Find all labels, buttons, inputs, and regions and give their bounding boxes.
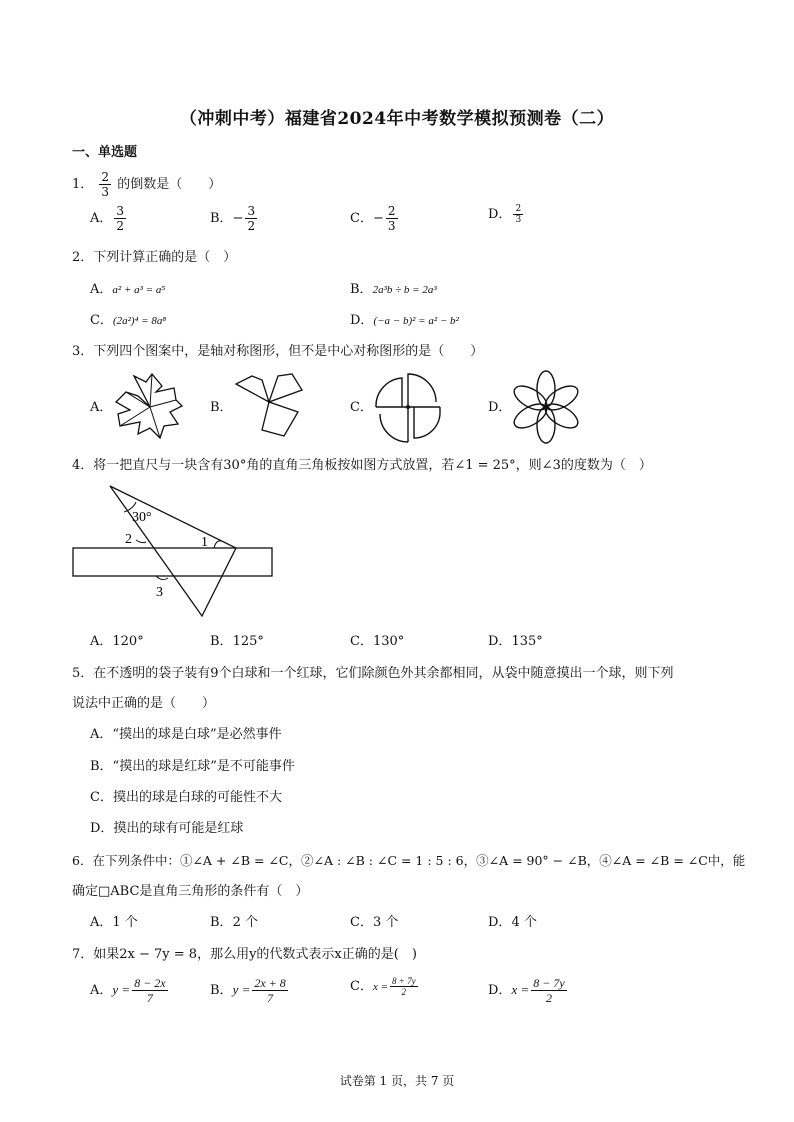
- option-a[interactable]: A．“摸出的球是白球”是必然事件: [90, 727, 282, 742]
- option-c[interactable]: C．(2a²)⁴ = 8a⁸: [90, 313, 167, 328]
- figure-a-star: [112, 372, 188, 442]
- option-b[interactable]: B．125°: [210, 634, 264, 649]
- angle-1-label: 1: [201, 535, 208, 550]
- option-a[interactable]: A．a² + a³ = a⁵: [90, 282, 166, 297]
- section-heading: 一、单选题: [72, 145, 138, 160]
- option-b[interactable]: B．“摸出的球是红球”是不可能事件: [90, 759, 295, 774]
- question-4: 4．将一把直尺与一块含有30°角的直角三角板按如图方式放置，若∠1 = 25°，则∠3的度数为（ ）: [72, 458, 652, 473]
- option-c[interactable]: C．3 个: [350, 915, 399, 930]
- option-d[interactable]: D．135°: [488, 634, 543, 649]
- angle-2-label: 2: [125, 532, 132, 547]
- option-d[interactable]: D．x = $\frac{8 - 7y}{2}$: [488, 976, 565, 1005]
- option-d[interactable]: D．(−a − b)² = a² − b²: [350, 313, 459, 328]
- option-b[interactable]: B．2 个: [210, 915, 258, 930]
- option-a[interactable]: A． $\frac{3}{2}$: [90, 204, 125, 233]
- figure-d-flower: [510, 370, 582, 444]
- option-a-label[interactable]: A．: [90, 400, 113, 415]
- option-c[interactable]: C．摸出的球是白球的可能性不大: [90, 790, 282, 805]
- option-d[interactable]: D．4 个: [488, 915, 537, 930]
- figure-ruler-triangle: [70, 482, 280, 622]
- option-b[interactable]: B．− $\frac{3}{2}$: [210, 204, 256, 233]
- page-footer: 试卷第 1 页，共 7 页: [339, 1074, 455, 1088]
- question-6-line-1: 6．在下列条件中：①∠A + ∠B = ∠C，②∠A : ∠B : ∠C = 1 : 5 : 6，③∠A = 90° − ∠B，④∠A = ∠B = ∠C中，能: [72, 853, 746, 868]
- option-c-label[interactable]: C．: [350, 400, 373, 415]
- question-1: [72, 170, 221, 199]
- fraction: $\frac{2}{3}$: [101, 170, 110, 199]
- question-7: 7．如果2x − 7y = 8，那么用y的代数式表示x正确的是( ): [72, 947, 417, 962]
- option-b[interactable]: B．y = $\frac{2x + 8}{7}$: [210, 976, 286, 1005]
- option-d[interactable]: D．摸出的球有可能是红球: [90, 821, 244, 836]
- option-c[interactable]: C．− $\frac{2}{3}$: [350, 204, 396, 233]
- question-5-line-1: 5．在不透明的袋子装有9个白球和一个红球，它们除颜色外其余都相同，从袋中随意摸出一个球，则下列: [72, 666, 674, 681]
- option-b[interactable]: B．2a³b ÷ b = 2a³: [350, 282, 437, 297]
- option-a[interactable]: A．y = $\frac{8 - 2x}{7}$: [90, 976, 166, 1005]
- figure-c-pinwheel: [372, 370, 444, 444]
- option-a[interactable]: A．1 个: [90, 915, 138, 930]
- page-title: （冲刺中考）福建省2024年中考数学模拟预测卷（二）: [179, 109, 615, 129]
- question-3: 3．下列四个图案中，是轴对称图形，但不是中心对称图形的是（ ）: [72, 344, 484, 359]
- question-2: 2．下列计算正确的是（ ）: [72, 250, 237, 265]
- option-d[interactable]: D． $\frac{2}{3}$: [488, 204, 522, 225]
- figure-b-kites: [232, 372, 306, 440]
- angle-3-label: 3: [156, 585, 163, 600]
- option-c[interactable]: C．x = $\frac{8 + 7y}{2}$: [350, 976, 416, 997]
- option-c[interactable]: C．130°: [350, 634, 405, 649]
- question-6-line-2: 确定□ABC是直角三角形的条件有（ ）: [72, 884, 309, 899]
- option-a[interactable]: A．120°: [90, 634, 144, 649]
- option-b-label[interactable]: B．: [210, 400, 233, 415]
- question-number: 1．: [72, 177, 94, 192]
- question-5-line-2: 说法中正确的是（ ）: [72, 696, 216, 711]
- option-d-label[interactable]: D．: [488, 400, 512, 415]
- question-text: 的倒数是（ ）: [117, 177, 222, 192]
- angle-30-label: 30°: [132, 510, 152, 525]
